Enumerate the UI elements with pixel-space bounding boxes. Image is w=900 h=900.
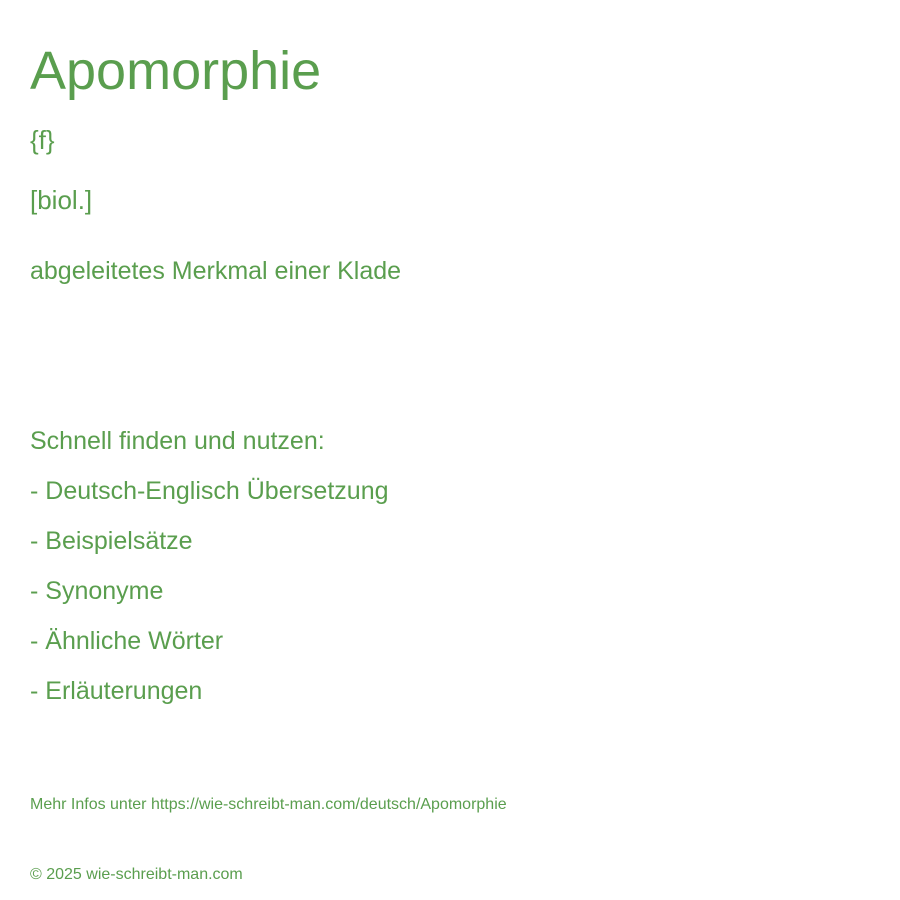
quick-link-synonyms: - Synonyme — [30, 577, 164, 605]
quick-links-list — [30, 475, 389, 725]
quick-link-similar-words: - Ähnliche Wörter — [30, 627, 224, 655]
quick-link-translation: - Deutsch-Englisch Übersetzung — [30, 477, 389, 505]
more-info-url: Mehr Infos unter https://wie-schreibt-man.com/deutsch/Apomorphie — [30, 796, 507, 813]
entry-card — [30, 0, 870, 900]
definition-text: abgeleitetes Merkmal einer Klade — [30, 257, 402, 285]
headword-title: Apomorphie — [30, 41, 322, 101]
grammatical-gender: {f} — [30, 125, 55, 155]
copyright-notice: © 2025 wie-schreibt-man.com — [30, 866, 243, 883]
quick-link-explanations: - Erläuterungen — [30, 677, 203, 705]
quick-link-example-sentences: - Beispielsätze — [30, 527, 193, 555]
subject-domain-tag: [biol.] — [30, 185, 93, 215]
quick-links-heading: Schnell finden und nutzen: — [30, 427, 325, 455]
